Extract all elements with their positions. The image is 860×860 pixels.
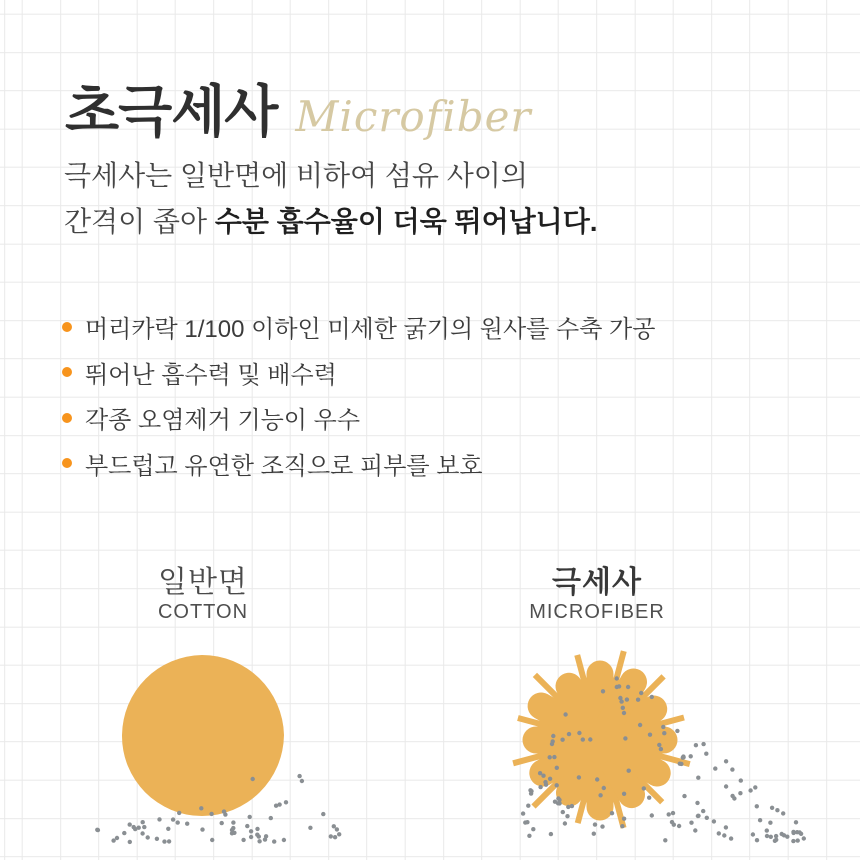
feature-item xyxy=(62,359,655,389)
intro-line1: 극세사는 일반면에 비하여 섬유 사이의 xyxy=(64,160,528,191)
intro-line2-regular: 간격이 좁아 xyxy=(64,206,215,237)
feature-list xyxy=(62,313,655,495)
cotton-blob-icon xyxy=(60,630,380,860)
ring-bullet-icon xyxy=(62,413,72,423)
microfiber-label-english: MICROFIBER xyxy=(529,601,665,623)
page-title-english-script: Microfiber xyxy=(295,92,532,141)
microfiber-label-korean: 극세사 xyxy=(552,566,642,599)
microfiber-burst xyxy=(513,651,690,828)
cotton-label-english: COTTON xyxy=(157,601,249,623)
cotton-label-korean: 일반면 xyxy=(158,566,248,599)
feature-text: 뛰어난 흡수력 및 배수력 xyxy=(85,361,337,389)
intro-text xyxy=(64,153,598,245)
cotton-label-group xyxy=(83,566,323,623)
intro-line2-bold: 수분 흡수율이 더욱 뛰어납니다. xyxy=(214,206,598,237)
ring-bullet-icon xyxy=(62,322,72,332)
header xyxy=(65,80,532,144)
feature-item xyxy=(62,404,655,434)
feature-text: 각종 오염제거 기능이 우수 xyxy=(85,407,361,434)
ring-bullet-icon xyxy=(62,367,72,377)
feature-text: 머리카락 1/100 이하인 미세한 굵기의 원사를 수축 가공 xyxy=(85,316,656,343)
feature-text: 부드럽고 유연한 조직으로 피부를 보호 xyxy=(85,452,483,480)
microfiber-label-group xyxy=(477,566,717,623)
feature-item xyxy=(62,450,655,480)
ring-bullet-icon xyxy=(62,458,72,468)
microfiber-burst-icon xyxy=(470,630,820,860)
page-title: 초극세사 xyxy=(65,80,278,143)
cotton-blob xyxy=(122,655,284,816)
feature-item xyxy=(62,313,656,343)
